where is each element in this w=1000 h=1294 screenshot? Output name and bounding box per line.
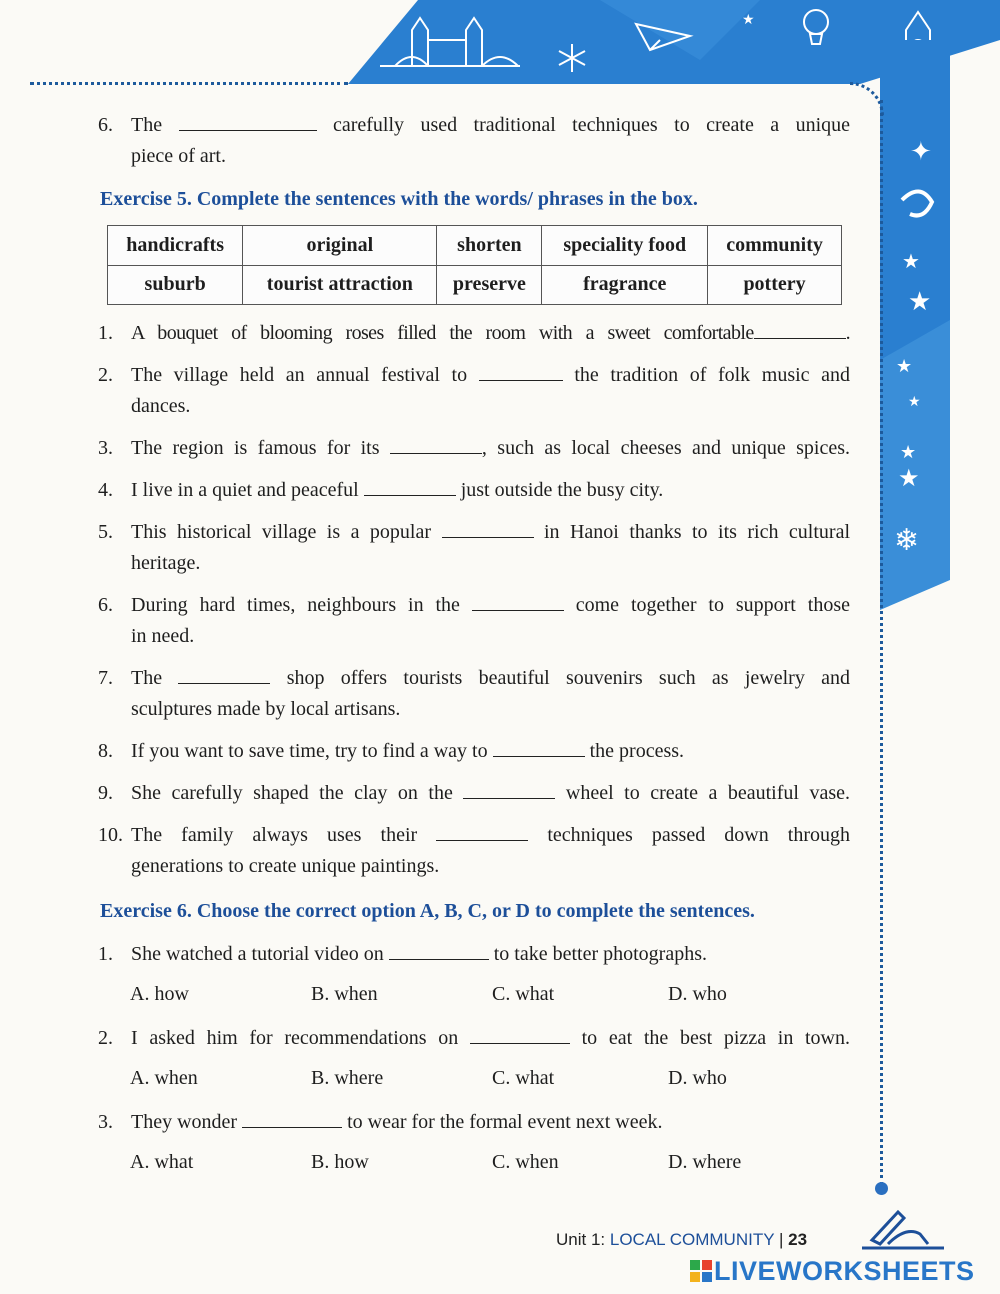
page-number: 23: [788, 1230, 808, 1249]
option-d[interactable]: D. who: [668, 983, 727, 1005]
footer-separator: |: [778, 1230, 784, 1249]
word-box-cell: speciality food: [542, 226, 708, 266]
ex5-item-6: 6. During hard times, neighbours in the come together to support those in need.: [98, 594, 850, 647]
word-box-cell: suburb: [108, 265, 243, 305]
option-c[interactable]: C. when: [492, 1151, 559, 1173]
star-icon: ★: [908, 395, 921, 410]
writing-hand-icon: [858, 1200, 948, 1252]
answer-blank[interactable]: [179, 112, 317, 131]
star-icon: ★: [898, 466, 920, 492]
right-dotted-rule: [880, 100, 883, 1185]
star-icon: ★: [896, 356, 913, 376]
word-box-row: [108, 265, 842, 305]
ex6-item-2: 2. I asked him for recommendations on to eat the best pizza in town.: [98, 1027, 851, 1049]
option-b[interactable]: B. when: [311, 983, 378, 1005]
ex5-item-3: 3. The region is famous for its , such as local cheeses and unique spices.: [98, 437, 851, 459]
word-box-cell: tourist attraction: [243, 265, 437, 305]
word-box: [107, 225, 842, 305]
option-d[interactable]: D. who: [668, 1067, 727, 1089]
ex5-item-2: 2. The village held an annual festival to the tradition of folk music and dances.: [98, 364, 850, 417]
answer-blank[interactable]: [242, 1109, 342, 1128]
unit-name: LOCAL COMMUNITY: [609, 1230, 775, 1249]
ex5-item-9: 9. She carefully shaped the clay on the wheel to create a beautiful vase.: [98, 782, 850, 804]
word-box-cell: fragrance: [542, 265, 708, 305]
star-icon: ★: [908, 287, 932, 316]
ex5-item-10: 10. The family always uses their techniques passed down through generations to create unique paintings.: [98, 824, 851, 877]
answer-blank[interactable]: [389, 941, 489, 960]
exercise6-title: Exercise 6. Choose the correct option A, B, C, or D to complete the sentences.: [100, 900, 755, 922]
ex5-item-7: 7. The shop offers tourists beautiful souvenirs such as jewelry and sculptures made by local artisans.: [98, 667, 851, 720]
ex5-item-4: 4. I live in a quiet and peaceful just outside the busy city.: [98, 479, 664, 501]
answer-blank[interactable]: [754, 320, 846, 339]
answer-blank[interactable]: [479, 362, 563, 381]
ex6-item-1: 1. She watched a tutorial video on to take better photographs.: [98, 943, 707, 965]
unit-label: Unit 1:: [556, 1230, 606, 1249]
answer-blank[interactable]: [472, 592, 564, 611]
star-icon: ★: [900, 442, 917, 462]
answer-blank[interactable]: [436, 822, 528, 841]
ex6-item-3: 3. They wonder to wear for the formal event next week.: [98, 1111, 663, 1133]
option-b[interactable]: B. where: [311, 1067, 384, 1089]
word-box-cell: original: [243, 226, 437, 266]
option-c[interactable]: C. what: [492, 983, 555, 1005]
word-box-cell: community: [708, 226, 842, 266]
star-icon: ★: [742, 13, 755, 28]
answer-blank[interactable]: [463, 780, 555, 799]
liveworksheets-logo-icon: [690, 1260, 712, 1282]
answer-blank[interactable]: [493, 738, 585, 757]
option-c[interactable]: C. what: [492, 1067, 555, 1089]
side-banner: [880, 0, 1000, 620]
option-d[interactable]: D. where: [668, 1151, 742, 1173]
ex5-item-1: 1. A bouquet of blooming roses filled the room with a sweet comfortable .: [98, 322, 850, 344]
star-icon: ✦: [910, 137, 932, 166]
star-icon: ★: [902, 251, 920, 273]
option-b[interactable]: B. how: [311, 1151, 369, 1173]
word-box-cell: preserve: [437, 265, 542, 305]
liveworksheets-brand: [690, 1256, 975, 1287]
option-a[interactable]: A. what: [130, 1151, 194, 1173]
snowflake-icon: ❄: [894, 524, 920, 557]
option-a[interactable]: A. how: [130, 983, 189, 1005]
top-dotted-rule: [30, 82, 348, 85]
rule-end-dot: [875, 1182, 888, 1195]
word-box-cell: shorten: [437, 226, 542, 266]
ex5-item-5: 5. This historical village is a popular in Hanoi thanks to its rich cultural heritage.: [98, 521, 851, 574]
answer-blank[interactable]: [390, 435, 482, 454]
answer-blank[interactable]: [178, 665, 270, 684]
answer-blank[interactable]: [470, 1025, 570, 1044]
ex5-item-8: 8. If you want to save time, try to find a way to the process.: [98, 740, 685, 762]
prev-exercise-item: 6. The carefully used traditional techniques to create a unique piece of art.: [98, 114, 851, 167]
exercise5-title: Exercise 5. Complete the sentences with the words/ phrases in the box.: [100, 188, 698, 210]
answer-blank[interactable]: [364, 477, 456, 496]
brand-name: LIVEWORKSHEETS: [714, 1256, 975, 1286]
word-box-cell: pottery: [708, 265, 842, 305]
option-a[interactable]: A. when: [130, 1067, 198, 1089]
word-box-row: [108, 226, 842, 266]
page-footer: [556, 1230, 807, 1250]
word-box-cell: handicrafts: [108, 226, 243, 266]
answer-blank[interactable]: [442, 519, 534, 538]
